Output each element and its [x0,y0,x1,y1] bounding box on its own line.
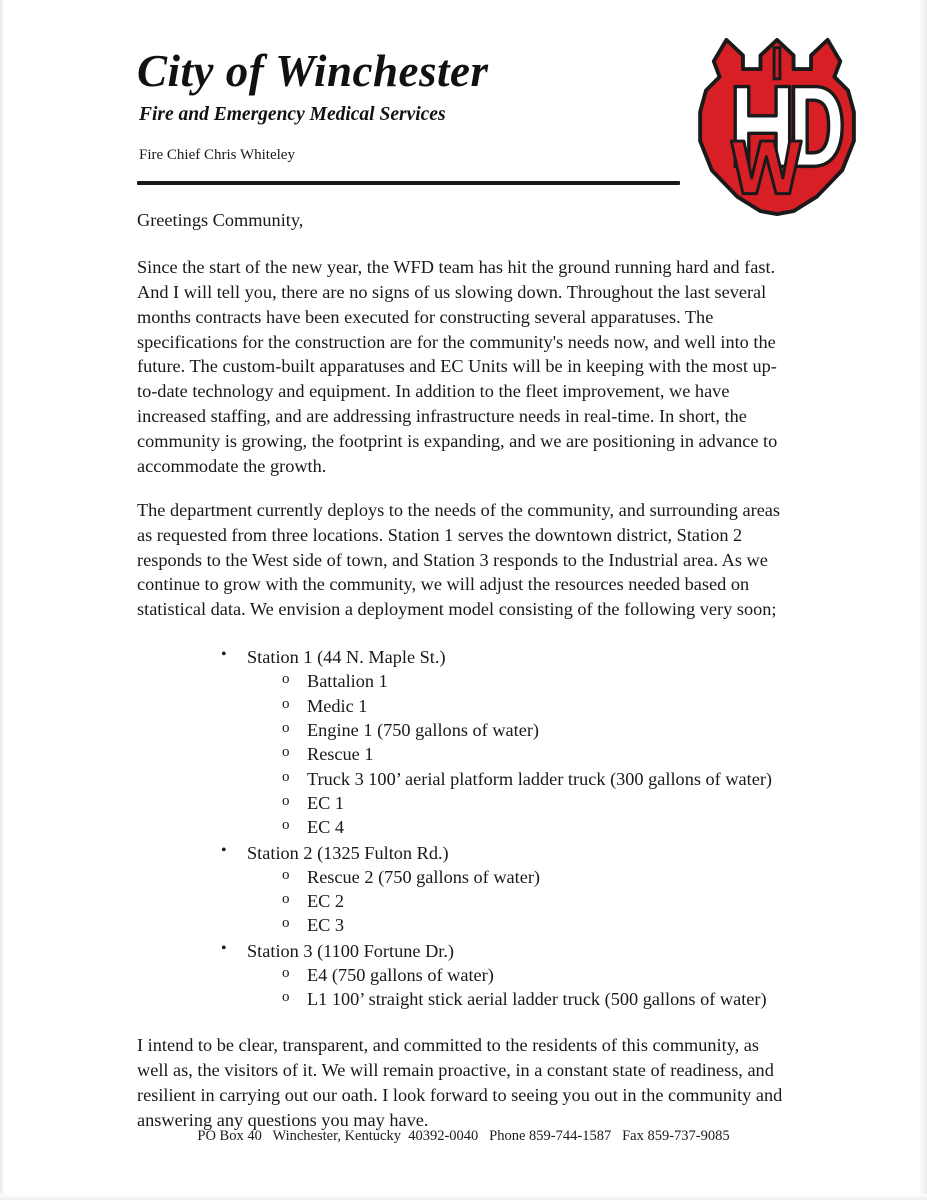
body-paragraph-2: The department currently deploys to the needs of the community, and surrounding areas as requested from three locations. Station 1 serves the downtown district, Station 2 responds to the West side of town, and Station 3 responds to the Industrial area. As we continue to grow with the community, we will adjust the resources needed based on statistical data. We envision a deployment model consisting of the following very soon; [137,499,781,620]
footer-gap-2 [478,1128,489,1144]
greeting-line: Greetings Community, [137,210,304,230]
body-paragraph-3: I intend to be clear, transparent, and committed to the residents of this community, as well as, the visitors of it. We will remain proactive, in a constant state of readiness, and resilient in carrying out our oath. I look forward to seeing you out in the community and answering any questions you may have. [137,1035,783,1131]
list-item [219,841,785,938]
letter-body [137,208,785,1152]
station-label: • Station 1 (44 N. Maple St.) [219,645,785,669]
fire-chief-line: Fire Chief Chris Whiteley [139,147,295,164]
list-item: o Engine 1 (750 gallons of water) [281,718,785,742]
footer-fax: Fax 859-737-9085 [622,1128,730,1144]
list-item: o Rescue 2 (750 gallons of water) [281,865,785,889]
scan-edge-right [919,0,927,1200]
list-item: o Battalion 1 [281,669,785,693]
station-label: • Station 2 (1325 Fulton Rd.) [219,841,785,865]
footer-gap-1 [262,1128,273,1144]
list-item [219,645,785,839]
footer-po-box: PO Box 40 [197,1128,262,1144]
list-item: o E4 (750 gallons of water) [281,963,785,987]
station-2-unit-list [219,865,785,938]
list-item [219,939,785,1012]
list-item: o L1 100’ straight stick aerial ladder truck (500 gallons of water) [281,987,785,1011]
body-paragraph-1: Since the start of the new year, the WFD team has hit the ground running hard and fast. And I will tell you, there are no signs of us slowing down. Throughout the last several months contracts have been executed for constructing several apparatuses. The specifications for the construction are for the community's needs now, and well into the future. The custom-built apparatuses and EC Units will be in keeping with the most up-to-date technology and equipment. In addition to the fleet improvement, we have increased staffing, and are addressing infrastructure needs in real-time. In short, the community is growing, the footprint is expanding, and we are positioning in advance to accommodate the growth. [137,256,778,476]
station-3-unit-list [219,963,785,1012]
scan-edge-bottom [0,1194,927,1200]
list-item: o EC 1 [281,791,785,815]
station-1-unit-list [219,669,785,839]
station-label: • Station 3 (1100 Fortune Dr.) [219,939,785,963]
list-item: o Truck 3 100’ aerial platform ladder truck (300 gallons of water) [281,767,785,791]
letter-footer [0,1128,927,1145]
wfd-monogram-icon [690,36,865,216]
list-item: o Medic 1 [281,694,785,718]
footer-city-state-zip: Winchester, Kentucky 40392-0040 [272,1128,479,1144]
list-item: o Rescue 1 [281,742,785,766]
list-item: o EC 2 [281,889,785,913]
deployment-station-list [137,645,785,1011]
scan-edge-left [0,0,5,1200]
footer-phone: Phone 859-744-1587 [489,1128,612,1144]
footer-gap-3 [611,1128,622,1144]
organization-title: City of Winchester [137,46,489,96]
list-item: o EC 3 [281,913,785,937]
list-item: o EC 4 [281,815,785,839]
header-divider [137,181,680,185]
organization-subtitle: Fire and Emergency Medical Services [139,104,446,126]
letterhead [137,48,697,164]
